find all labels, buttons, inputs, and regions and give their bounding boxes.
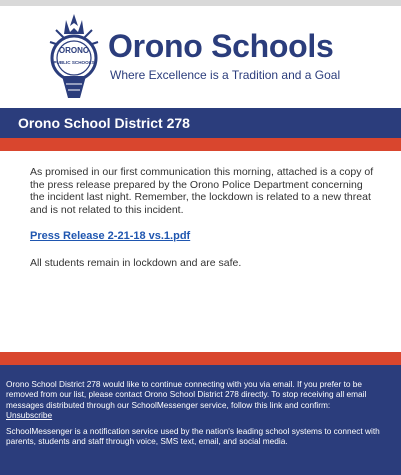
seal-text-bottom: PUBLIC SCHOOLS bbox=[53, 60, 95, 65]
brand-name: Orono Schools bbox=[108, 28, 334, 64]
message-body bbox=[30, 166, 375, 269]
footer-notice-text: Orono School District 278 would like to continue connecting with you via email. If you prefer to be removed from our list, please contact Orono School District 278 directly. To stop receiving all email messages distributed through our SchoolMessenger service, follow this link and confirm: bbox=[6, 379, 367, 410]
footer-paragraph-2: SchoolMessenger is a notification service used by the nation's leading school systems to connect with parents, students and staff through voice, SMS text, email, and social media. bbox=[6, 426, 380, 447]
brand-tagline: Where Excellence is a Tradition and a Goal bbox=[110, 68, 341, 82]
red-divider-top bbox=[0, 138, 401, 151]
footer-content bbox=[6, 379, 396, 453]
red-divider-bottom bbox=[0, 352, 401, 365]
district-title-band bbox=[0, 108, 401, 138]
seal-text-top: ORONO bbox=[58, 46, 90, 55]
footer bbox=[0, 365, 401, 475]
press-release-attachment-link[interactable]: Press Release 2-21-18 vs.1.pdf bbox=[30, 230, 191, 242]
message-paragraph: As promised in our first communication this morning, attached is a copy of the press release prepared by the Orono Police Department concerning the incident last night. Remember, the lockdown is related to a new threat and is not related to this incident. bbox=[30, 166, 374, 216]
district-title: Orono School District 278 bbox=[18, 115, 190, 131]
unsubscribe-link[interactable]: Unsubscribe bbox=[6, 409, 53, 420]
footer-paragraph-1 bbox=[6, 379, 396, 420]
school-seal-logo bbox=[44, 12, 104, 100]
logo-banner bbox=[0, 6, 401, 102]
status-message: All students remain in lockdown and are safe. bbox=[30, 256, 242, 269]
